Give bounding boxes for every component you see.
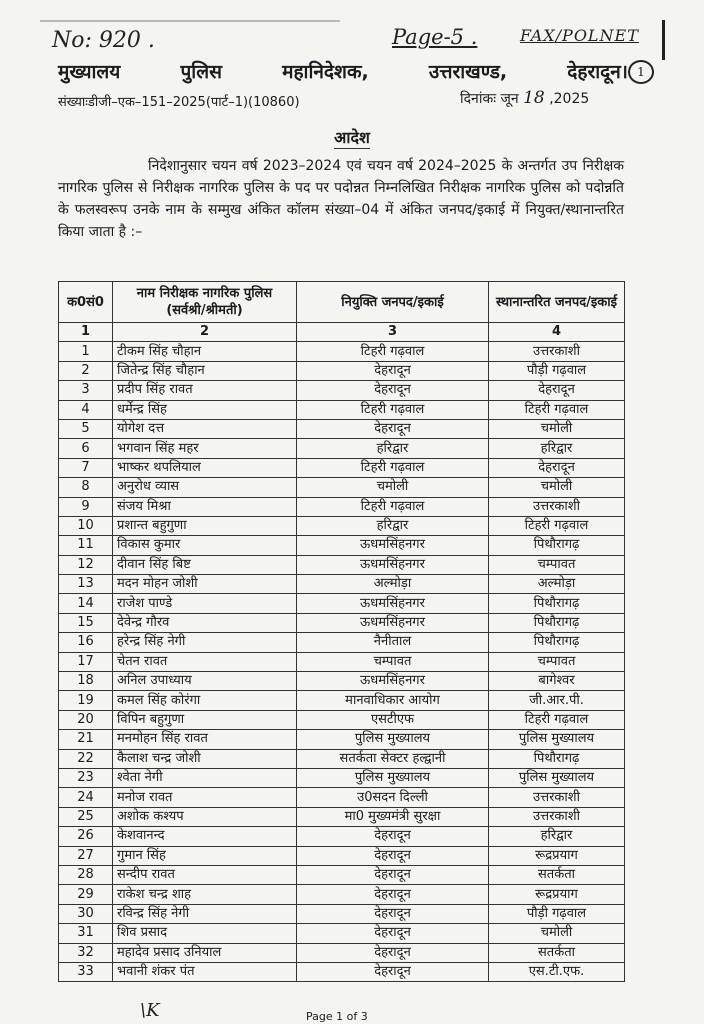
serial-cell: 17 (59, 652, 113, 671)
serial-cell: 32 (59, 943, 113, 962)
transfer-cell: चमोली (489, 478, 625, 497)
posting-cell: हरिद्वार (297, 516, 489, 535)
serial-cell: 21 (59, 730, 113, 749)
transfer-cell: पिथौरागढ़ (489, 633, 625, 652)
table-row (59, 672, 625, 691)
title-text: आदेश (334, 128, 370, 147)
table-row (59, 536, 625, 555)
posting-cell: देहरादून (297, 361, 489, 380)
transfer-cell: एस.टी.एफ. (489, 962, 625, 981)
table-row (59, 342, 625, 361)
header-serial: क0सं0 (59, 282, 113, 323)
posting-cell: देहरादून (297, 381, 489, 400)
serial-cell: 29 (59, 885, 113, 904)
heading-word: महानिदेशक, (282, 61, 369, 83)
order-paragraph: निदेशानुसार चयन वर्ष 2023–2024 एवं चयन वर्ष 2024–2025 के अन्तर्गत उप निरीक्षक नागरिक पुलिस से निरीक्षक नागरिक पुलिस के पद पर पदोन्नत निम्नलिखित निरीक्षक नागरिक पुलिस को पदोन्नति के फलस्वरूप उनके नाम के सम्मुख अंकित कॉलम संख्या–04 में अंकित जनपद/इकाई में नियुक्त/स्थानान्तरित किया जाता है :– (58, 158, 624, 240)
officer-name-cell: केशवानन्द (113, 827, 297, 846)
serial-cell: 8 (59, 478, 113, 497)
posting-cell: देहरादून (297, 885, 489, 904)
table-row (59, 924, 625, 943)
table-row (59, 691, 625, 710)
officer-name-cell: विपिन बहुगुणा (113, 710, 297, 729)
serial-cell: 9 (59, 497, 113, 516)
officer-name-cell: अशोक कश्यप (113, 807, 297, 826)
officer-name-cell: भाष्कर थपलियाल (113, 458, 297, 477)
serial-cell: 18 (59, 672, 113, 691)
transfer-cell: जी.आर.पी. (489, 691, 625, 710)
posting-cell: देहरादून (297, 865, 489, 884)
col-number: 3 (297, 323, 489, 342)
officer-name-cell: विकास कुमार (113, 536, 297, 555)
table-row (59, 749, 625, 768)
transfer-cell: पिथौरागढ़ (489, 594, 625, 613)
transfer-cell: हरिद्वार (489, 827, 625, 846)
table-row (59, 885, 625, 904)
posting-cell: चमोली (297, 478, 489, 497)
officer-name-cell: भवानी शंकर पंत (113, 962, 297, 981)
posting-cell: ऊधमसिंहनगर (297, 555, 489, 574)
transfer-cell: रूद्रप्रयाग (489, 885, 625, 904)
serial-cell: 33 (59, 962, 113, 981)
posting-cell: देहरादून (297, 904, 489, 923)
table-header-row (59, 282, 625, 323)
officer-name-cell: मनोज रावत (113, 788, 297, 807)
posting-cell: एसटीएफ (297, 710, 489, 729)
transfer-cell: चमोली (489, 419, 625, 438)
table-row (59, 478, 625, 497)
posting-cell: उ0सदन दिल्ली (297, 788, 489, 807)
serial-cell: 4 (59, 400, 113, 419)
serial-cell: 28 (59, 865, 113, 884)
posting-cell: देहरादून (297, 924, 489, 943)
heading-word: मुख्यालय (58, 61, 121, 83)
transfer-cell: देहरादून (489, 381, 625, 400)
office-heading (58, 58, 628, 84)
column-number-row (59, 323, 625, 342)
posting-cell: देहरादून (297, 962, 489, 981)
table-row (59, 962, 625, 981)
handwritten-stroke (662, 20, 665, 60)
transfer-cell: पुलिस मुख्यालय (489, 768, 625, 787)
serial-cell: 15 (59, 613, 113, 632)
posting-cell: टिहरी गढ़वाल (297, 458, 489, 477)
handwritten-fax-polnet: FAX/POLNET (520, 26, 639, 45)
top-rule (40, 20, 340, 22)
posting-cell: ऊधमसिंहनगर (297, 613, 489, 632)
posting-cell: ऊधमसिंहनगर (297, 672, 489, 691)
officer-name-cell: प्रदीप सिंह रावत (113, 381, 297, 400)
serial-cell: 12 (59, 555, 113, 574)
table-row (59, 400, 625, 419)
col-number: 1 (59, 323, 113, 342)
table-row (59, 904, 625, 923)
officer-name-cell: महादेव प्रसाद उनियाल (113, 943, 297, 962)
officer-name-cell: अनुरोध व्यास (113, 478, 297, 497)
posting-cell: अल्मोड़ा (297, 575, 489, 594)
officer-name-cell: गुमान सिंह (113, 846, 297, 865)
table-row (59, 730, 625, 749)
serial-cell: 23 (59, 768, 113, 787)
serial-cell: 7 (59, 458, 113, 477)
table-row (59, 710, 625, 729)
officer-name-cell: अनिल उपाध्याय (113, 672, 297, 691)
table-row (59, 594, 625, 613)
officer-name-cell: राजेश पाण्डे (113, 594, 297, 613)
table-row (59, 807, 625, 826)
reference-number: संख्याःडीजी–एक–151–2025(पार्ट–1)(10860) (58, 95, 300, 110)
serial-cell: 19 (59, 691, 113, 710)
heading-word: उत्तराखण्ड, (428, 61, 508, 83)
transfer-cell: चम्पावत (489, 555, 625, 574)
posting-cell: ऊधमसिंहनगर (297, 594, 489, 613)
table-row (59, 613, 625, 632)
transfer-cell: रूद्रप्रयाग (489, 846, 625, 865)
table-row (59, 381, 625, 400)
officer-name-cell: सन्दीप रावत (113, 865, 297, 884)
posting-cell: ऊधमसिंहनगर (297, 536, 489, 555)
handwritten-page-mark: Page-5 . (392, 25, 478, 49)
serial-cell: 20 (59, 710, 113, 729)
transfer-cell: पौड़ी गढ़वाल (489, 904, 625, 923)
posting-cell: देहरादून (297, 943, 489, 962)
transfer-cell: सतर्कता (489, 865, 625, 884)
serial-cell: 14 (59, 594, 113, 613)
officer-name-cell: श्वेता नेगी (113, 768, 297, 787)
table-row (59, 633, 625, 652)
serial-cell: 27 (59, 846, 113, 865)
officer-name-cell: चेतन रावत (113, 652, 297, 671)
page-number: Page 1 of 3 (306, 1010, 368, 1023)
transfer-cell: अल्मोड़ा (489, 575, 625, 594)
transfer-cell: पुलिस मुख्यालय (489, 730, 625, 749)
heading-word: पुलिस (180, 61, 222, 83)
officer-name-cell: योगेश दत्त (113, 419, 297, 438)
posting-cell: सतर्कता सेक्टर हल्द्वानी (297, 749, 489, 768)
officer-name-cell: भगवान सिंह महर (113, 439, 297, 458)
officer-name-cell: शिव प्रसाद (113, 924, 297, 943)
table-row (59, 516, 625, 535)
serial-cell: 25 (59, 807, 113, 826)
posting-cell: पुलिस मुख्यालय (297, 730, 489, 749)
officer-name-cell: संजय मिश्रा (113, 497, 297, 516)
col-number: 4 (489, 323, 625, 342)
table-row (59, 575, 625, 594)
posting-cell: मा0 मुख्यमंत्री सुरक्षा (297, 807, 489, 826)
table-row (59, 458, 625, 477)
serial-cell: 31 (59, 924, 113, 943)
table-row (59, 652, 625, 671)
serial-cell: 6 (59, 439, 113, 458)
header-name: नाम निरीक्षक नागरिक पुलिस (सर्वश्री/श्रीमती) (113, 282, 297, 323)
transfer-cell: टिहरी गढ़वाल (489, 516, 625, 535)
transfer-cell: हरिद्वार (489, 439, 625, 458)
transfer-cell: टिहरी गढ़वाल (489, 400, 625, 419)
officer-name-cell: देवेन्द्र गौरव (113, 613, 297, 632)
serial-cell: 24 (59, 788, 113, 807)
serial-cell: 22 (59, 749, 113, 768)
transfer-cell: पिथौरागढ़ (489, 749, 625, 768)
officer-name-cell: कमल सिंह कोरंगा (113, 691, 297, 710)
transfer-cell: उत्तरकाशी (489, 807, 625, 826)
transfer-cell: देहरादून (489, 458, 625, 477)
officer-name-cell: जितेन्द्र सिंह चौहान (113, 361, 297, 380)
officer-name-cell: टीकम सिंह चौहान (113, 342, 297, 361)
date-year: ,2025 (549, 91, 590, 107)
posting-cell: टिहरी गढ़वाल (297, 342, 489, 361)
header-transfer: स्थानान्तरित जनपद/इकाई (489, 282, 625, 323)
header-posting: नियुक्ति जनपद/इकाई (297, 282, 489, 323)
serial-cell: 26 (59, 827, 113, 846)
serial-cell: 30 (59, 904, 113, 923)
signature-mark: \K (140, 1000, 160, 1021)
officer-name-cell: राकेश चन्द्र शाह (113, 885, 297, 904)
posting-cell: टिहरी गढ़वाल (297, 497, 489, 516)
col-number: 2 (113, 323, 297, 342)
table-row (59, 555, 625, 574)
serial-cell: 16 (59, 633, 113, 652)
posting-cell: मानवाधिकार आयोग (297, 691, 489, 710)
table-row (59, 788, 625, 807)
serial-cell: 1 (59, 342, 113, 361)
officer-name-cell: कैलाश चन्द्र जोशी (113, 749, 297, 768)
table-row (59, 827, 625, 846)
serial-cell: 10 (59, 516, 113, 535)
table-body (59, 342, 625, 982)
handwritten-circle-mark: 1 (628, 60, 654, 84)
date-label: दिनांकः जून (460, 91, 519, 107)
posting-cell: चम्पावत (297, 652, 489, 671)
table-row (59, 439, 625, 458)
transfer-cell: पिथौरागढ़ (489, 536, 625, 555)
document-title (0, 126, 704, 148)
serial-cell: 3 (59, 381, 113, 400)
transfer-cell: उत्तरकाशी (489, 497, 625, 516)
officer-name-cell: मनमोहन सिंह रावत (113, 730, 297, 749)
officer-name-cell: धर्मेन्द्र सिंह (113, 400, 297, 419)
posting-table (58, 281, 625, 982)
order-date (460, 88, 589, 108)
serial-cell: 13 (59, 575, 113, 594)
table-row (59, 361, 625, 380)
transfer-cell: उत्तरकाशी (489, 788, 625, 807)
posting-cell: देहरादून (297, 846, 489, 865)
heading-word: देहरादून। (567, 61, 628, 83)
posting-cell: पुलिस मुख्यालय (297, 768, 489, 787)
officer-name-cell: मदन मोहन जोशी (113, 575, 297, 594)
transfer-cell: पिथौरागढ़ (489, 613, 625, 632)
posting-cell: टिहरी गढ़वाल (297, 400, 489, 419)
transfer-cell: सतर्कता (489, 943, 625, 962)
posting-cell: देहरादून (297, 827, 489, 846)
transfer-cell: उत्तरकाशी (489, 342, 625, 361)
transfer-cell: चमोली (489, 924, 625, 943)
officer-name-cell: प्रशान्त बहुगुणा (113, 516, 297, 535)
transfer-cell: टिहरी गढ़वाल (489, 710, 625, 729)
table-row (59, 768, 625, 787)
table-row (59, 846, 625, 865)
serial-cell: 5 (59, 419, 113, 438)
transfer-cell: चम्पावत (489, 652, 625, 671)
officer-name-cell: हरेन्द्र सिंह नेगी (113, 633, 297, 652)
posting-cell: नैनीताल (297, 633, 489, 652)
transfer-cell: बागेश्वर (489, 672, 625, 691)
table-row (59, 865, 625, 884)
table-row (59, 497, 625, 516)
posting-cell: देहरादून (297, 419, 489, 438)
table-row (59, 419, 625, 438)
date-day: 18 (523, 88, 545, 108)
serial-cell: 11 (59, 536, 113, 555)
table-row (59, 943, 625, 962)
serial-cell: 2 (59, 361, 113, 380)
officer-name-cell: दीवान सिंह बिष्ट (113, 555, 297, 574)
posting-cell: हरिद्वार (297, 439, 489, 458)
officer-name-cell: रविन्द्र सिंह नेगी (113, 904, 297, 923)
transfer-cell: पौड़ी गढ़वाल (489, 361, 625, 380)
handwritten-number: No: 920 . (52, 28, 155, 53)
